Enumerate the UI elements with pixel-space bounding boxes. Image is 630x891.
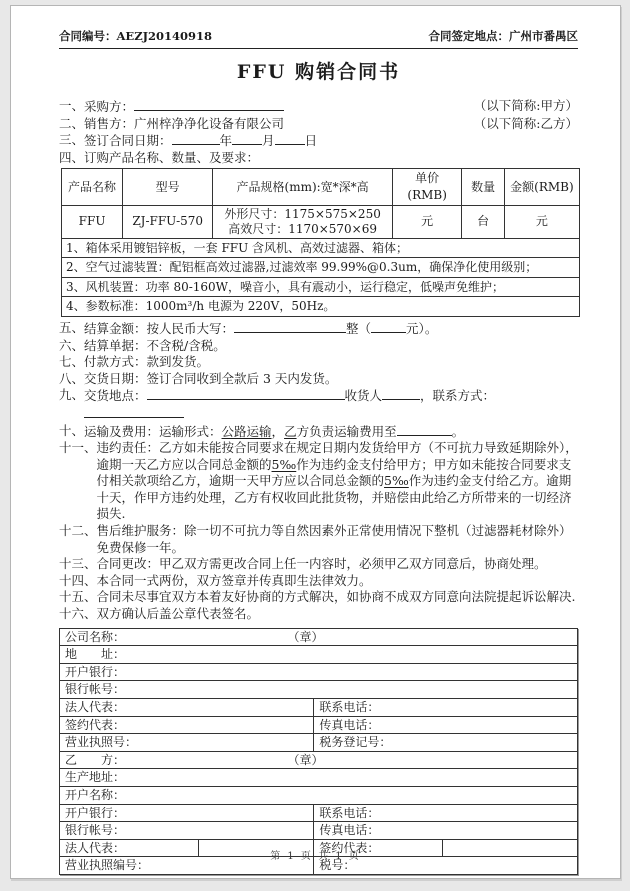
sig-row-account-name-b [60,787,577,805]
col-model: 型号 [123,169,213,205]
amendment-value: 甲乙双方需更改合同上任一内容时，必须甲乙双方同意后，协商处理。 [159,556,547,572]
model-cell: ZJ-FFU-570 [123,205,213,238]
transport-label: 运输及费用：运输形式： [84,423,222,439]
invoice-value: 不含税/含税。 [146,337,226,353]
clause-transport: 十、 运输及费用：运输形式：公路运输，乙方负责运输费用至 。 [59,422,465,439]
clause-number: 四、 [59,149,85,165]
buyer-label: 采购方： [84,99,135,114]
penalty-rate: 5‰ [384,473,409,489]
note-row [62,238,580,258]
transport-mode: 公路运输 [221,423,272,439]
contact-blank-line [84,405,184,418]
sign-rep-label: 签约代表： [60,717,314,734]
col-unit-price: 单价(RMB) [392,169,461,205]
consignee-label: 收货人 [344,388,383,404]
col-spec: 产品规格(mm):宽*深*高 [213,169,393,205]
warranty-label: 售后维护服务： [96,523,185,539]
amount-words-blank-line [234,320,346,333]
seal-mark-b: （章） [287,752,324,767]
party-b-alias: （以下简称:乙方） [473,115,578,131]
clause-invoice [59,338,578,355]
sig-row-party-b [60,752,577,770]
sign-rep-label: 签约代表： [314,840,442,857]
clause-confirm-seal [59,606,578,623]
clause-dispute [59,589,578,606]
note-row [62,297,580,317]
sig-row-account-a [60,681,577,699]
sig-row-company-a [60,629,577,647]
delivery-date-value: 签订合同收到全款后 3 天内发货。 [146,370,338,386]
clause-number: 十五、 [59,589,97,605]
confirm-seal-value: 双方确认后盖公章代表签名。 [96,606,260,622]
legal-rep-label: 法人代表： [60,840,199,857]
breach-label: 违约责任： [96,440,160,456]
clause-number: 十、 [59,422,85,438]
product-table-header-row [62,169,580,205]
product-name-cell: FFU [62,205,123,238]
clause-settlement-amount: 五、 结算金额：按人民币大写： 整（ 元）。 [59,319,438,336]
col-product-name: 产品名称 [62,169,123,205]
year-blank-line [172,132,220,145]
contact-label: ，联系方式： [420,388,496,404]
col-amount: 金额(RMB) [504,169,579,205]
account-name-label: 开户名称： [65,787,126,802]
delivery-date-label: 交货日期： [84,370,147,386]
contract-title: FFU 购销合同书 [236,61,401,83]
copies-value: 本合同一式两份，双方签章并传真即生法律效力。 [96,572,372,588]
clause-number: 十四、 [59,572,97,588]
buyer-blank-line [134,98,284,111]
seller-name: 广州梓净净化设备有限公司 [134,115,285,131]
delivery-place-blank-line [147,387,345,400]
clause-copies [59,573,578,590]
fax-label: 传真电话： [319,717,380,732]
clause-number: 二、 [59,115,85,131]
party-a-alias: （以下简称:甲方） [473,98,578,113]
warranty-value: 除一切不可抗力等自然因素外正常使用情况下整机（过滤器耗材除外）免费保修一年。 [96,523,572,555]
transport-dest-blank-line [397,423,452,436]
clause-buyer [59,98,578,116]
sign-date-label: 签订合同日期： [84,133,172,149]
amount-figure-blank-line [371,320,406,333]
product-row [62,205,580,238]
month-blank-line [232,132,262,145]
note-2: 2、空气过滤装置：配铝框高效过滤器,过滤效率 99.99%@0.3um，确保净化使用级别； [62,258,580,278]
clause-list [59,98,578,623]
sig-row-bank-a [60,664,577,682]
sig-row-account-b [60,822,577,840]
clause-delivery-place [59,387,578,422]
unit-price-cell: 元 [392,205,461,238]
contract-header [59,28,578,49]
clause-number: 十一、 [59,440,97,456]
bank-label: 开户银行： [65,664,126,679]
contract-number-value: AEZJ20140918 [116,29,213,43]
note-3: 3、风机装置：功率 80-160W，噪音小，具有震动小，运行稳定，低噪声免维护； [62,277,580,297]
order-products-label: 订购产品名称、数量、及要求： [84,149,260,165]
clause-sign-date: 三、 签订合同日期： 年 月 日 [59,132,318,149]
phone-label: 联系电话： [319,805,380,820]
contract-number-label: 合同编号： [59,29,117,43]
bank-account-label: 银行帐号： [65,682,126,697]
clause-number: 六、 [59,337,85,353]
tax-no-label: 税号： [319,858,356,873]
fax-label: 传真电话： [319,823,380,838]
delivery-place-label: 交货地点： [84,388,147,404]
clause-seller [59,116,578,133]
page-number: 第 1 页 共 1 页 [270,851,361,862]
hepa-dimension: 高效尺寸：1170×570×69 [228,221,378,236]
sign-place-value: 广州市番禺区 [509,29,578,43]
clause-breach: 十一、 违约责任：乙方如未能按合同要求在规定日期内发货给甲方（不可抗力导致延期除外），逾期一天乙方应以合同总金额的5‰作为违约金支付给甲方；甲方如未能按合同要求支付相关款项给乙方，逾期一天甲方应以合同总金额的5‰作为违约金支付给乙方。逾期十天，作甲方违约处理，乙方有权收回此批货物，并赔偿由此给乙方所带来的一切经济损失. [59,440,578,522]
clause-amendment [59,556,578,573]
consignee-blank-line [382,387,420,400]
clause-number: 九、 [59,387,85,403]
sig-row-legal-rep-a [60,699,577,717]
invoice-label: 结算单据： [84,337,147,353]
spec-cell [213,205,393,238]
bank-label: 开户银行： [60,805,314,822]
clause-number: 三、 [59,132,85,148]
note-4: 4、参数标准：1000m³/h 电源为 220V，50Hz。 [62,297,580,317]
note-row [62,258,580,278]
party-b-label: 乙 方： [65,752,126,767]
payment-value: 款到发货。 [146,354,210,370]
col-quantity: 数量 [462,169,504,205]
settlement-amount-label: 结算金额：按人民币大写： [84,320,235,336]
seal-mark-a: （章） [287,629,324,644]
signature-table [59,628,578,875]
clause-number: 八、 [59,370,85,386]
phone-label: 联系电话： [319,700,380,714]
legal-rep-label: 法人代表： [60,699,314,716]
clause-number: 十三、 [59,556,97,572]
product-table [61,168,580,317]
penalty-rate: 5‰ [271,456,297,472]
production-address-label: 生产地址： [65,770,126,785]
outer-dimension: 外形尺寸：1175×575×250 [224,206,381,221]
clause-payment [59,354,578,371]
clause-number: 五、 [59,319,85,335]
sig-row-prod-address-b [60,769,577,787]
clause-number: 一、 [59,98,85,113]
sig-row-bank-b [60,805,577,823]
company-name-label: 公司名称： [65,629,126,644]
sign-place [429,28,579,44]
amendment-label: 合同更改： [96,556,160,572]
sign-place-label: 合同签定地点： [428,29,509,43]
business-license-label: 营业执照号： [60,734,314,751]
clause-warranty [59,523,578,556]
day-blank-line [275,132,305,145]
tax-reg-label: 税务登记号： [319,735,392,750]
payment-label: 付款方式： [84,354,147,370]
note-row [62,277,580,297]
bank-account-label: 银行帐号： [60,822,314,839]
business-license-label: 营业执照编号： [60,857,314,874]
seller-label: 销售方： [84,115,135,131]
sig-row-sign-rep-a [60,717,577,735]
clause-delivery-date [59,371,578,388]
address-label: 地 址： [65,647,126,662]
note-1: 1、箱体采用镀铝锌板，一套 FFU 含风机、高效过滤器、箱体； [62,238,580,258]
amount-cell: 元 [504,205,579,238]
sig-row-address-a [60,646,577,664]
clause-number: 十二、 [59,523,97,539]
clause-number: 七、 [59,354,85,370]
contract-number [59,28,212,44]
clause-order-products [59,150,578,167]
quantity-cell: 台 [462,205,504,238]
clause-number: 十六、 [59,606,97,622]
dispute-value: 合同未尽事宜双方本着友好协商的方式解决，如协商不成双方同意向法院提起诉讼解决. [96,589,576,605]
sig-row-license-a [60,734,577,752]
contract-page [10,5,621,879]
